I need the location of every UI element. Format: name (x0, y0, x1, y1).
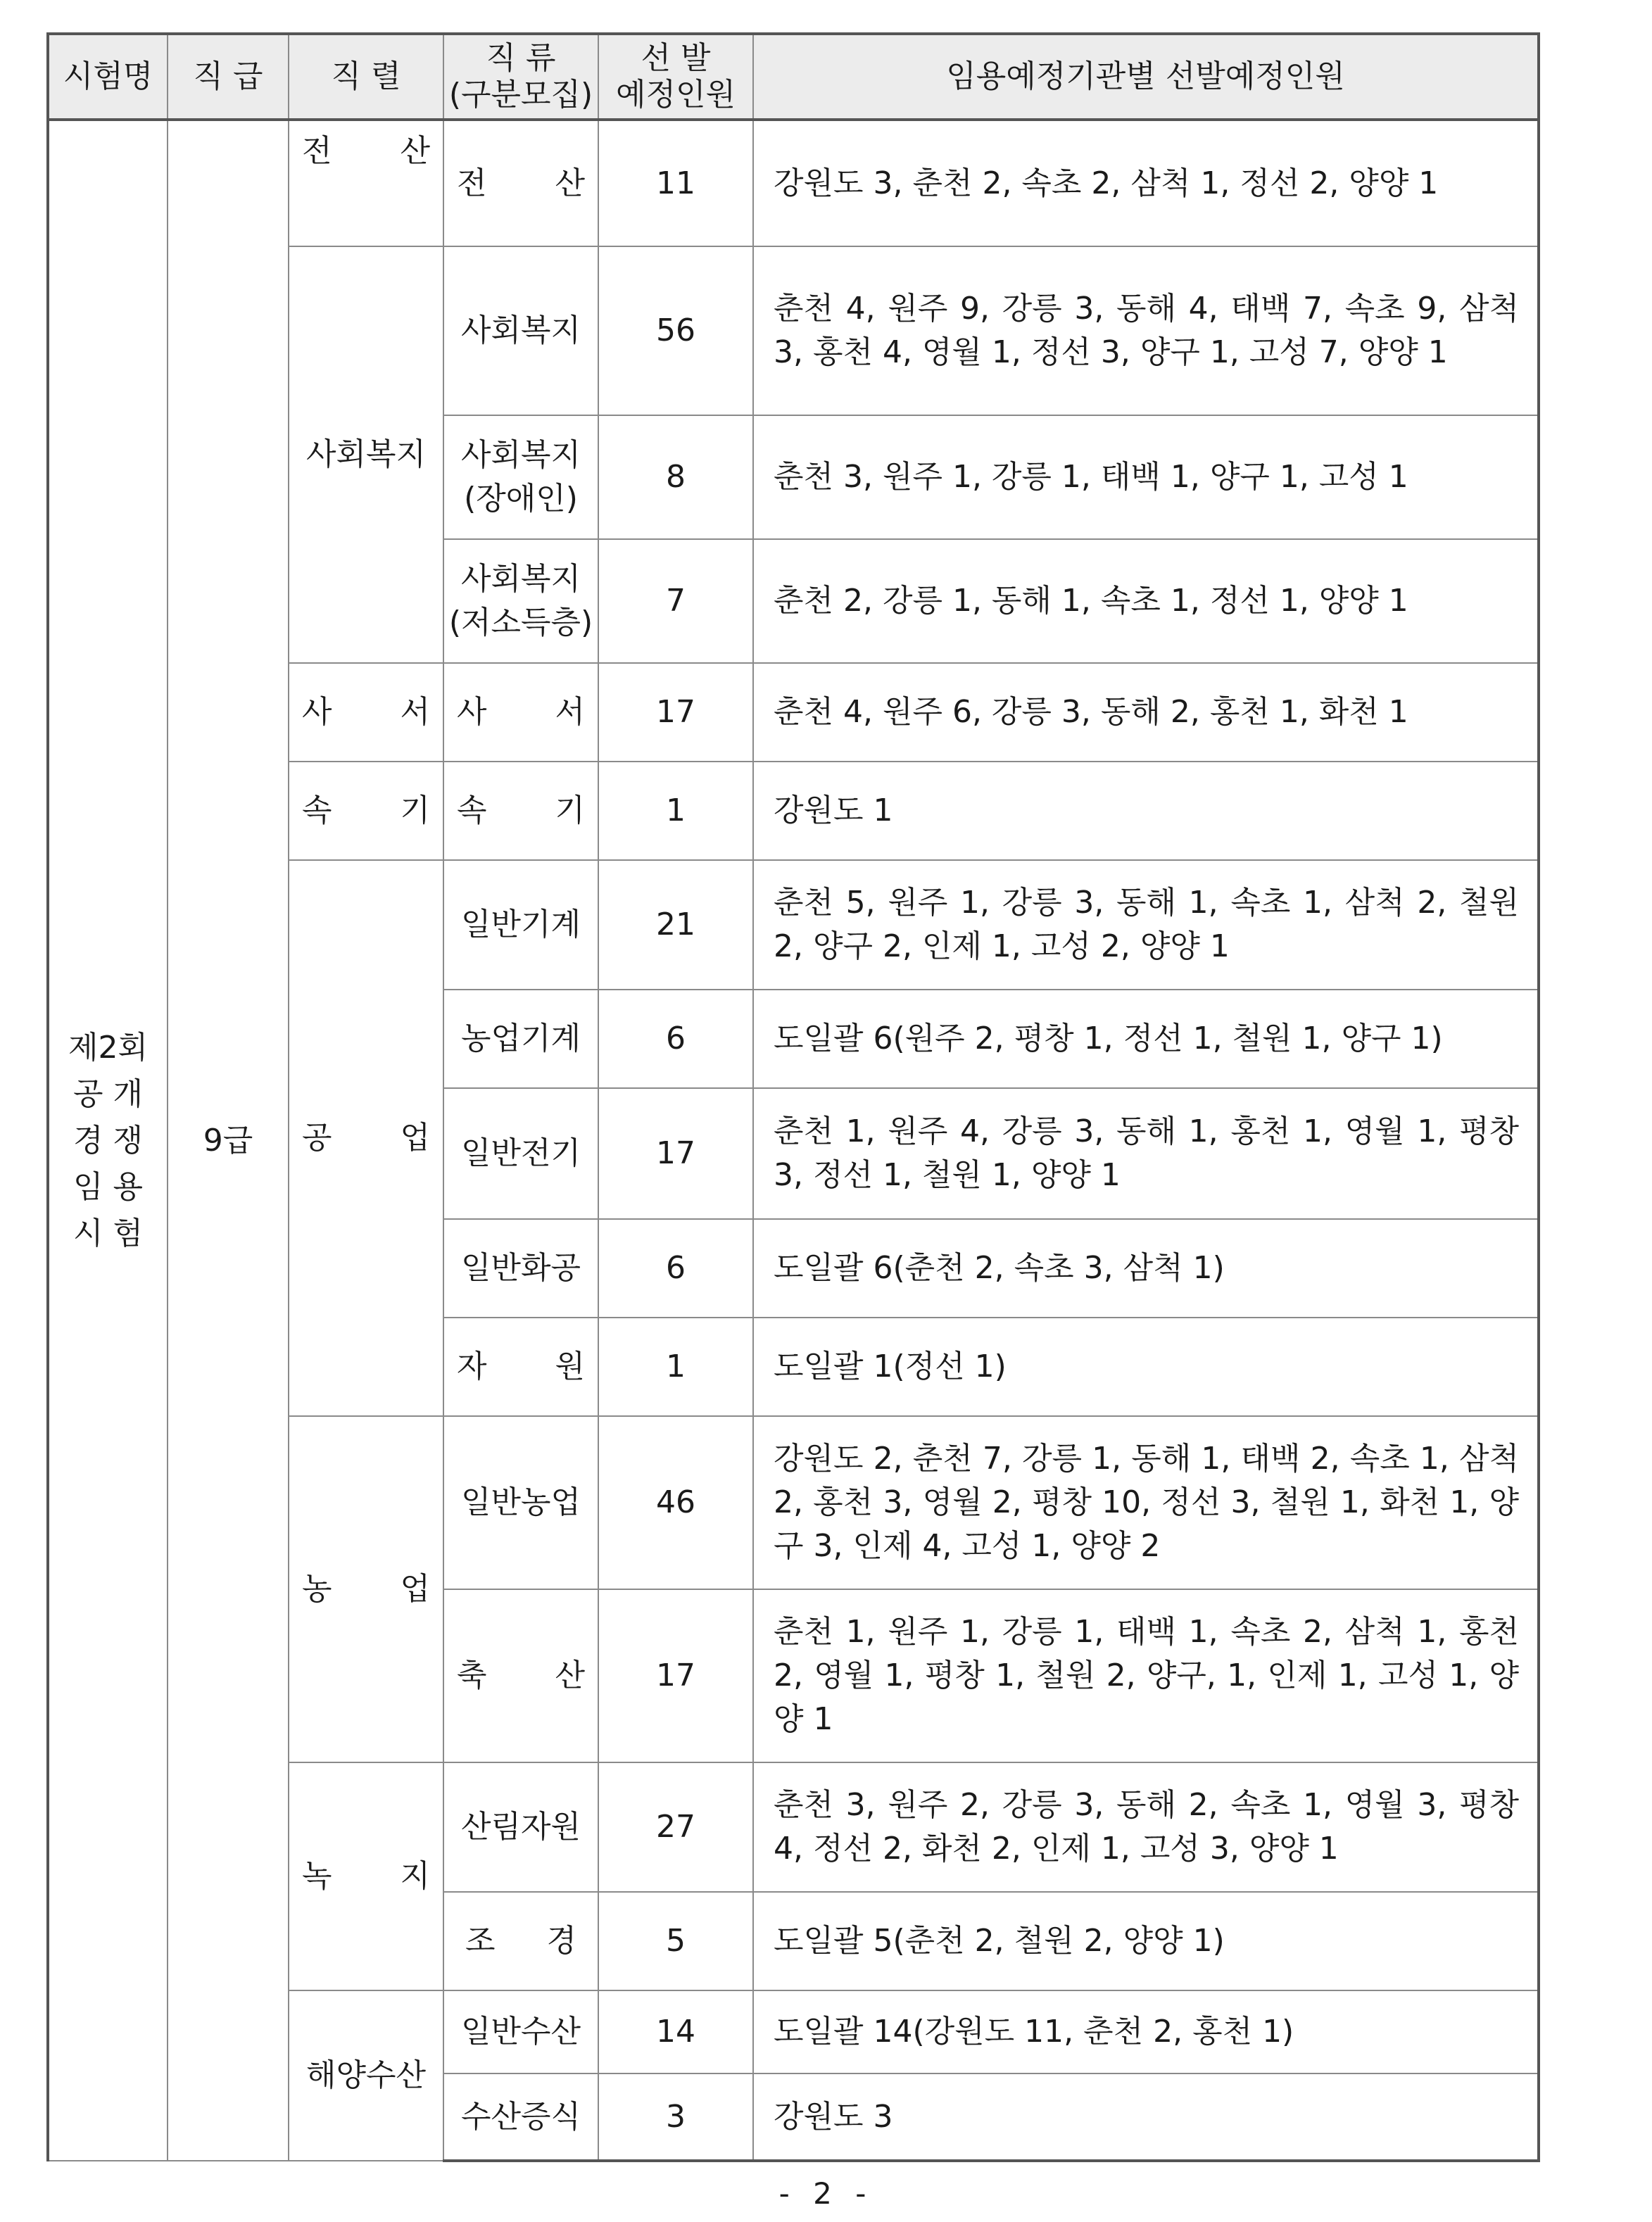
series-cell (289, 663, 443, 762)
agencies-cell: 춘천 2, 강릉 1, 동해 1, 속초 1, 정선 1, 양양 1 (753, 539, 1539, 663)
series-label: 농 업 (302, 1571, 430, 1607)
category-cell (443, 663, 598, 762)
category-label: 속 기 (457, 793, 585, 828)
category-cell: 농업기계 (443, 990, 598, 1088)
agencies-cell: 도일괄 5(춘천 2, 철원 2, 양양 1) (753, 1892, 1539, 1990)
series-label: 녹 지 (302, 1858, 430, 1894)
header-grade: 직 급 (168, 34, 289, 120)
category-cell: 일반농업 (443, 1416, 598, 1589)
table-row (48, 120, 1539, 246)
series-cell (289, 120, 443, 246)
category-cell: 사회복지 (저소득층) (443, 539, 598, 663)
category-cell (443, 1589, 598, 1762)
category-label: 사 서 (457, 694, 585, 730)
category-cell: 일반기계 (443, 860, 598, 990)
count-cell: 21 (598, 860, 753, 990)
agencies-cell: 강원도 3, 춘천 2, 속초 2, 삼척 1, 정선 2, 양양 1 (753, 120, 1539, 246)
count-cell: 1 (598, 762, 753, 860)
series-cell (289, 762, 443, 860)
header-row (48, 34, 1539, 120)
count-cell: 3 (598, 2073, 753, 2161)
count-cell: 17 (598, 1088, 753, 1219)
series-label: 사 서 (302, 694, 430, 730)
agencies-cell: 춘천 1, 원주 4, 강릉 3, 동해 1, 홍천 1, 영월 1, 평창 3, 정선 1, 철원 1, 양양 1 (753, 1088, 1539, 1219)
grade-cell: 9급 (168, 120, 289, 2161)
category-cell (443, 762, 598, 860)
series-label: 속 기 (302, 793, 430, 828)
header-count: 선 발 예정인원 (598, 34, 753, 120)
agencies-cell: 춘천 4, 원주 6, 강릉 3, 동해 2, 홍천 1, 화천 1 (753, 663, 1539, 762)
agencies-cell: 강원도 2, 춘천 7, 강릉 1, 동해 1, 태백 2, 속초 1, 삼척 2, 홍천 3, 영월 2, 평창 10, 정선 3, 철원 1, 화천 1, 양구 3, 인제 4, 고성 1, 양양 2 (753, 1416, 1539, 1589)
agencies-cell: 도일괄 6(춘천 2, 속초 3, 삼척 1) (753, 1219, 1539, 1318)
count-cell: 56 (598, 246, 753, 415)
series-cell (289, 860, 443, 1416)
header-exam: 시험명 (48, 34, 168, 120)
exam-name-cell: 제2회 공 개 경 쟁 임 용 시 험 (48, 120, 168, 2161)
count-cell: 1 (598, 1318, 753, 1416)
header-category: 직 류 (구분모집) (443, 34, 598, 120)
count-cell: 27 (598, 1762, 753, 1892)
category-cell: 사회복지 (443, 246, 598, 415)
agencies-cell: 춘천 3, 원주 1, 강릉 1, 태백 1, 양구 1, 고성 1 (753, 415, 1539, 539)
agencies-cell: 춘천 3, 원주 2, 강릉 3, 동해 2, 속초 1, 영월 3, 평창 4, 정선 2, 화천 2, 인제 1, 고성 3, 양양 1 (753, 1762, 1539, 1892)
count-cell: 5 (598, 1892, 753, 1990)
category-cell (443, 1892, 598, 1990)
series-label: 공 업 (302, 1120, 430, 1156)
series-cell: 해양수산 (289, 1990, 443, 2161)
recruitment-table-page (46, 32, 1537, 2162)
category-cell (443, 1318, 598, 1416)
series-cell (289, 1416, 443, 1762)
header-agencies: 임용예정기관별 선발예정인원 (753, 34, 1539, 120)
agencies-cell: 춘천 4, 원주 9, 강릉 3, 동해 4, 태백 7, 속초 9, 삼척 3, 홍천 4, 영월 1, 정선 3, 양구 1, 고성 7, 양양 1 (753, 246, 1539, 415)
category-cell: 사회복지 (장애인) (443, 415, 598, 539)
count-cell: 11 (598, 120, 753, 246)
category-cell: 수산증식 (443, 2073, 598, 2161)
category-cell: 일반수산 (443, 1990, 598, 2073)
category-label: 축 산 (457, 1658, 585, 1693)
agencies-cell: 도일괄 14(강원도 11, 춘천 2, 홍천 1) (753, 1990, 1539, 2073)
category-label: 자 원 (457, 1349, 585, 1384)
agencies-cell: 도일괄 6(원주 2, 평창 1, 정선 1, 철원 1, 양구 1) (753, 990, 1539, 1088)
series-label: 전 산 (302, 133, 430, 169)
agencies-cell: 강원도 3 (753, 2073, 1539, 2161)
category-cell: 일반전기 (443, 1088, 598, 1219)
agencies-cell: 춘천 5, 원주 1, 강릉 3, 동해 1, 속초 1, 삼척 2, 철원 2, 양구 2, 인제 1, 고성 2, 양양 1 (753, 860, 1539, 990)
count-cell: 14 (598, 1990, 753, 2073)
count-cell: 6 (598, 1219, 753, 1318)
page-number: - 2 - (778, 2176, 874, 2211)
category-label: 조 경 (465, 1923, 576, 1959)
agencies-cell: 강원도 1 (753, 762, 1539, 860)
recruitment-table (46, 32, 1540, 2162)
count-cell: 17 (598, 663, 753, 762)
category-cell (443, 120, 598, 246)
series-cell: 사회복지 (289, 246, 443, 663)
count-cell: 6 (598, 990, 753, 1088)
count-cell: 7 (598, 539, 753, 663)
category-cell: 산림자원 (443, 1762, 598, 1892)
count-cell: 8 (598, 415, 753, 539)
header-series: 직 렬 (289, 34, 443, 120)
category-label: 전 산 (457, 165, 585, 201)
agencies-cell: 도일괄 1(정선 1) (753, 1318, 1539, 1416)
count-cell: 46 (598, 1416, 753, 1589)
series-cell (289, 1762, 443, 1990)
agencies-cell: 춘천 1, 원주 1, 강릉 1, 태백 1, 속초 2, 삼척 1, 홍천 2, 영월 1, 평창 1, 철원 2, 양구, 1, 인제 1, 고성 1, 양양 1 (753, 1589, 1539, 1762)
count-cell: 17 (598, 1589, 753, 1762)
category-cell: 일반화공 (443, 1219, 598, 1318)
